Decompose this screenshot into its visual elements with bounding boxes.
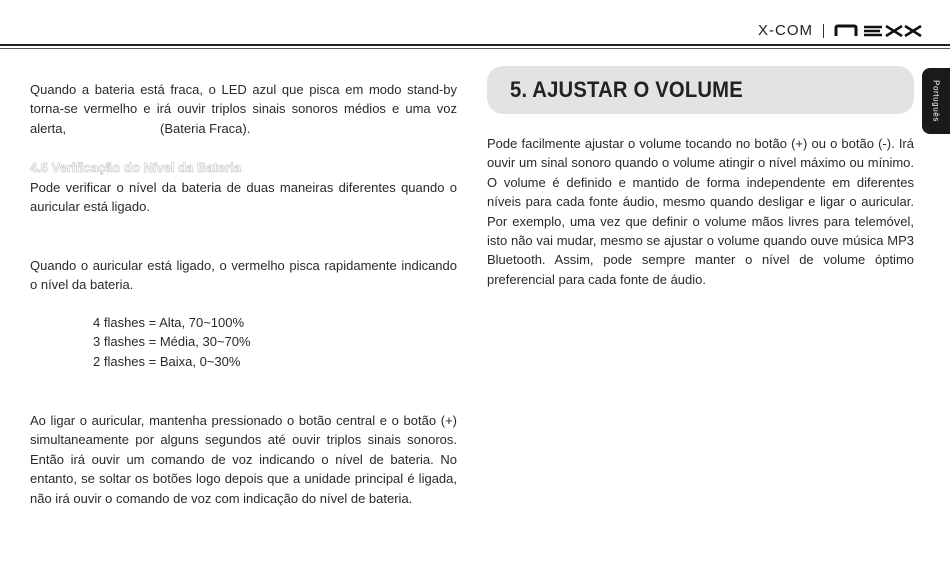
battery-levels-list	[93, 313, 251, 371]
header-rule-thin	[0, 48, 950, 49]
language-tab	[922, 68, 950, 134]
nexx-logo	[834, 24, 924, 38]
list-item: 4 flashes = Alta, 70~100%	[93, 315, 245, 330]
brand-name: X-COM	[758, 22, 813, 39]
low-battery-paragraph: Quando a bateria está fraca, o LED azul que pisca em modo stand-by torna-se vermelho e irá ouvir triplos sinais sonoros médios e uma voz alerta, (Bateria Fraca).	[30, 82, 461, 136]
language-tab-label: Português	[931, 80, 941, 122]
brand-separator	[823, 24, 824, 38]
list-item: 2 flashes = Baixa, 0~30%	[93, 353, 241, 369]
header-rule	[0, 44, 950, 46]
list-item: 3 flashes = Média, 30~70%	[93, 334, 251, 350]
section-title-box	[487, 66, 914, 114]
led-flash-paragraph: Quando o auricular está ligado, o vermelho pisca rapidamente indicando o nível da bateria.	[30, 258, 457, 293]
volume-paragraph: Pode facilmente ajustar o volume tocando no botão (+) ou o botão (-). Irá ouvir um sinal sonoro quando o volume atingir o nível máximo ou mínimo. O volume é definido e mantido de forma independente em diferentes níveis para cada fonte áudio, mesmo quando desligar e ligar o auricular. Por exemplo, uma vez que definir o volume mãos livres para telemóvel, isto não vai mudar, mesmo se ajustar o volume quando ouve música MP3 Bluetooth. Assim, pode sempre manter o nível de volume óptimo preferencial para cada fonte de áudio.	[487, 136, 914, 287]
section-title: 5. AJUSTAR O VOLUME	[510, 77, 743, 102]
header-brand	[758, 22, 924, 39]
battery-check-paragraph: Pode verificar o nível da bateria de duas maneiras diferentes quando o auricular está ligado.	[30, 180, 457, 215]
voice-command-paragraph: Ao ligar o auricular, mantenha pressionado o botão central e o botão (+) simultaneamente por alguns segundos até ouvir triplos sinais sonoros. Então irá ouvir um comando de voz indicando o nível de bateria. No entanto, se soltar os botões logo depois que a unidade principal é ligada, não irá ouvir o comando de voz com indicação do nível de bateria.	[30, 413, 457, 506]
section-heading-4-5: 4.5 Verificação do Nível da Bateria	[30, 160, 241, 175]
